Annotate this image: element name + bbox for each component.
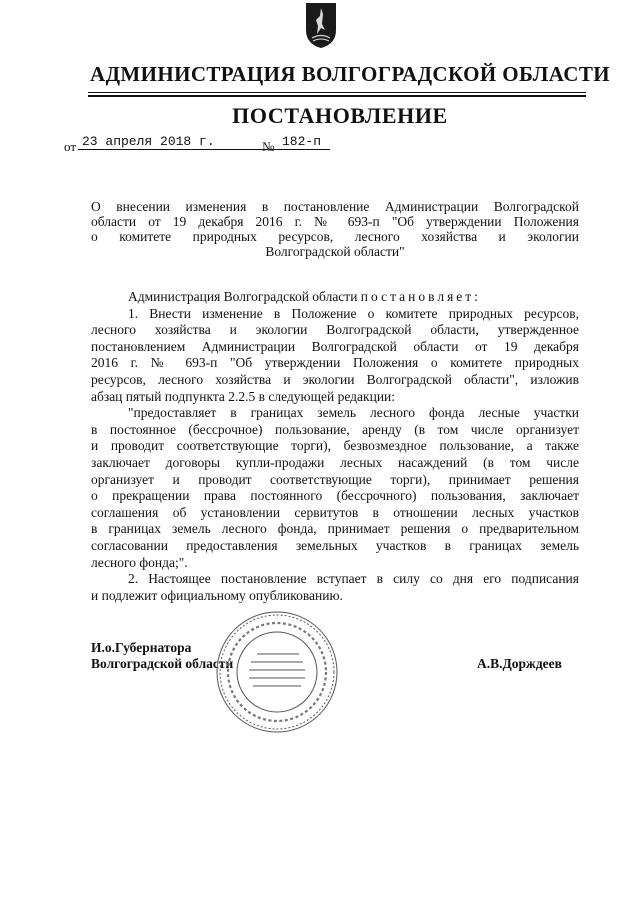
quote-line: о прекращении права постоянного (бессрочного) пользования, заключает [91, 488, 579, 504]
resolves-word: постановляет: [360, 289, 481, 304]
signatory-title [91, 640, 233, 672]
document-body [91, 289, 579, 604]
paragraph-2-line: 2. Настоящее постановление вступает в силу со дня его подписания [128, 571, 579, 587]
paragraph-1-line: постановлением Администрации Волгоградской области от 19 декабря [91, 338, 579, 354]
quote-line: "предоставляет в границах земель лесного фонда лесные участки [128, 405, 579, 421]
subject-line: о комитете природных ресурсов, лесного хозяйства и экологии [91, 229, 579, 244]
agency-title: АДМИНИСТРАЦИЯ ВОЛГОГРАДСКОЙ ОБЛАСТИ [90, 62, 610, 86]
quote-line: лесного фонда;". [91, 554, 188, 570]
coat-of-arms-icon [303, 0, 339, 50]
paragraph-1-line: ресурсов, лесного хозяйства и экологии Волгоградской области", изложив [91, 371, 579, 387]
document-number: 182-п [276, 134, 330, 150]
document-date: 23 апреля 2018 г. [78, 134, 310, 150]
paragraph-2-line: и подлежит официальному опубликованию. [91, 587, 343, 603]
document-type-title: ПОСТАНОВЛЕНИЕ [232, 103, 448, 128]
subject-heading [91, 199, 579, 259]
signatory-name: А.В.Дорждеев [477, 656, 562, 671]
subject-line: области от 19 декабря 2016 г. № 693-п "Об утверждении Положения [91, 214, 579, 229]
intro-text: Администрация Волгоградской области [128, 289, 361, 304]
quote-line: в постоянное (бессрочное) пользование, аренду (в том числе организует [91, 421, 579, 437]
header-rule [88, 92, 586, 93]
date-number-line [64, 134, 364, 154]
quote-line: в границах земель лесного фонда, принимает решения о предварительном [91, 521, 579, 537]
quote-line: соглашения об установлении сервитутов в отношении лесных участков [91, 504, 579, 520]
number-label: № [262, 139, 275, 154]
quote-line: и проводит соответствующие торги), безвозмездное пользование, а также [91, 438, 579, 454]
paragraph-1-line: 2016 г. № 693-п "Об утверждении Положения о комитете природных [91, 355, 579, 371]
quote-line: согласовании предоставления земельных участков в границах земель [91, 537, 579, 553]
subject-line: Волгоградской области" [265, 244, 405, 259]
paragraph-1-line: абзац пятый подпункта 2.2.5 в следующей редакции: [91, 388, 396, 404]
quote-line: организует и проводит соответствующие торги), принимает решения [91, 471, 579, 487]
from-label: от [64, 139, 77, 154]
subject-line: О внесении изменения в постановление Администрации Волгоградской [91, 199, 579, 214]
quote-line: заключает договоры купли-продажи лесных насаждений (в том числе [91, 454, 579, 470]
signatory-title-line-2: Волгоградской области [91, 656, 234, 671]
intro-line [91, 289, 579, 306]
paragraph-1-line: 1. Внести изменение в Положение о комитете природных ресурсов, [128, 305, 579, 321]
paragraph-1-line: лесного хозяйства и экологии Волгоградской области, утвержденное [91, 322, 579, 338]
header-rule-bold [88, 95, 586, 97]
official-seal-stamp-icon [215, 610, 339, 734]
signatory-title-line-1: И.о.Губернатора [91, 640, 192, 655]
